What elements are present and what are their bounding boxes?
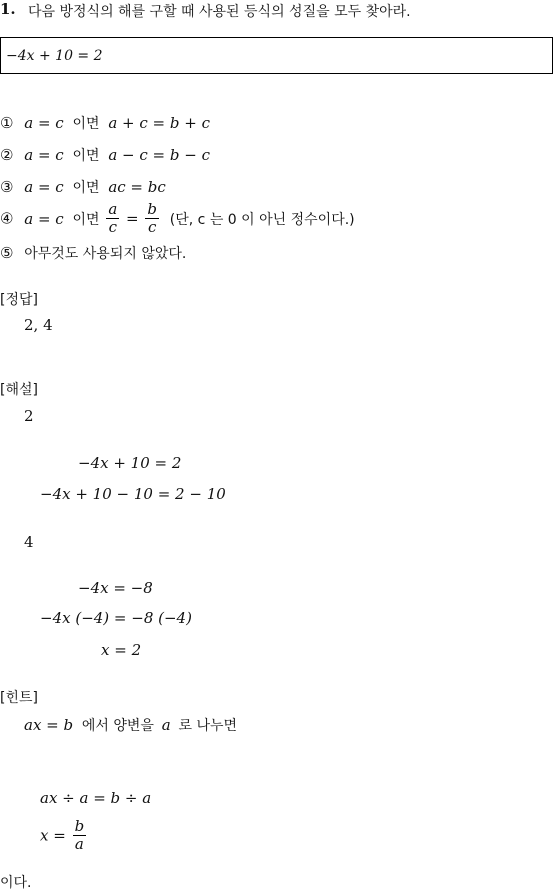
explanation-equation: −4x + 10 = 2	[78, 454, 182, 472]
hint-equation-fraction	[40, 818, 88, 853]
option-marker: ③	[0, 178, 14, 196]
option-marker: ⑤	[0, 244, 14, 262]
option-result: ac = bc	[108, 178, 166, 196]
explanation-equation: −4x = −8	[78, 579, 153, 597]
option-result: a − c = b − c	[108, 146, 210, 164]
equals-sign: =	[126, 209, 139, 228]
option-5	[0, 243, 186, 263]
fraction-a-over-c: $\frac{a}{c}$	[108, 200, 118, 236]
problem-question: 다음 방정식의 해를 구할 때 사용된 등식의 성질을 모두 찾아라.	[28, 4, 411, 20]
option-then: 이면	[72, 211, 100, 228]
explanation-equation: −4x (−4) = −8 (−4)	[40, 609, 192, 627]
hint-math: ax = b	[24, 716, 74, 734]
option-1	[0, 113, 210, 133]
option-4	[0, 201, 355, 236]
answer-label: [정답]	[0, 292, 38, 308]
explanation-equation: x = 2	[101, 641, 142, 659]
answer-value: 2, 4	[24, 316, 53, 334]
option-condition: a = c	[24, 146, 64, 164]
option-3	[0, 177, 166, 197]
explanation-step-number: 4	[24, 533, 34, 551]
option-condition: a = c	[24, 178, 64, 196]
option-result: a + c = b + c	[108, 114, 210, 132]
option-condition: a = c	[24, 114, 64, 132]
hint-label: [힌트]	[0, 690, 38, 706]
option-note: (단, c 는 0 이 아닌 정수이다.)	[169, 211, 355, 228]
hint-lhs: x =	[40, 826, 66, 845]
hint-var: a	[161, 716, 171, 734]
hint-equation: ax ÷ a = b ÷ a	[40, 789, 152, 807]
option-then: 이면	[72, 180, 100, 196]
option-marker: ②	[0, 146, 14, 164]
explanation-step-number: 2	[24, 407, 34, 425]
option-marker: ①	[0, 114, 14, 132]
option-then: 이면	[72, 148, 100, 164]
hint-text: 에서 양변을	[81, 718, 154, 734]
equation-text: −4x + 10 = 2	[6, 48, 103, 64]
option-marker: ④	[0, 209, 14, 228]
option-text: 아무것도 사용되지 않았다.	[24, 246, 187, 262]
hint-line	[24, 715, 237, 735]
option-then: 이면	[72, 116, 100, 132]
fraction-b-over-a: $\frac{b}{a}$	[74, 817, 85, 853]
explanation-equation: −4x + 10 − 10 = 2 − 10	[40, 485, 226, 503]
fraction-b-over-c: $\frac{b}{c}$	[147, 200, 158, 236]
problem-number: 1.	[0, 0, 16, 18]
explanation-label: [해설]	[0, 382, 38, 398]
option-condition: a = c	[24, 209, 64, 228]
hint-text: 로 나누면	[178, 718, 238, 734]
hint-ending: 이다.	[0, 875, 32, 891]
option-2	[0, 145, 210, 165]
